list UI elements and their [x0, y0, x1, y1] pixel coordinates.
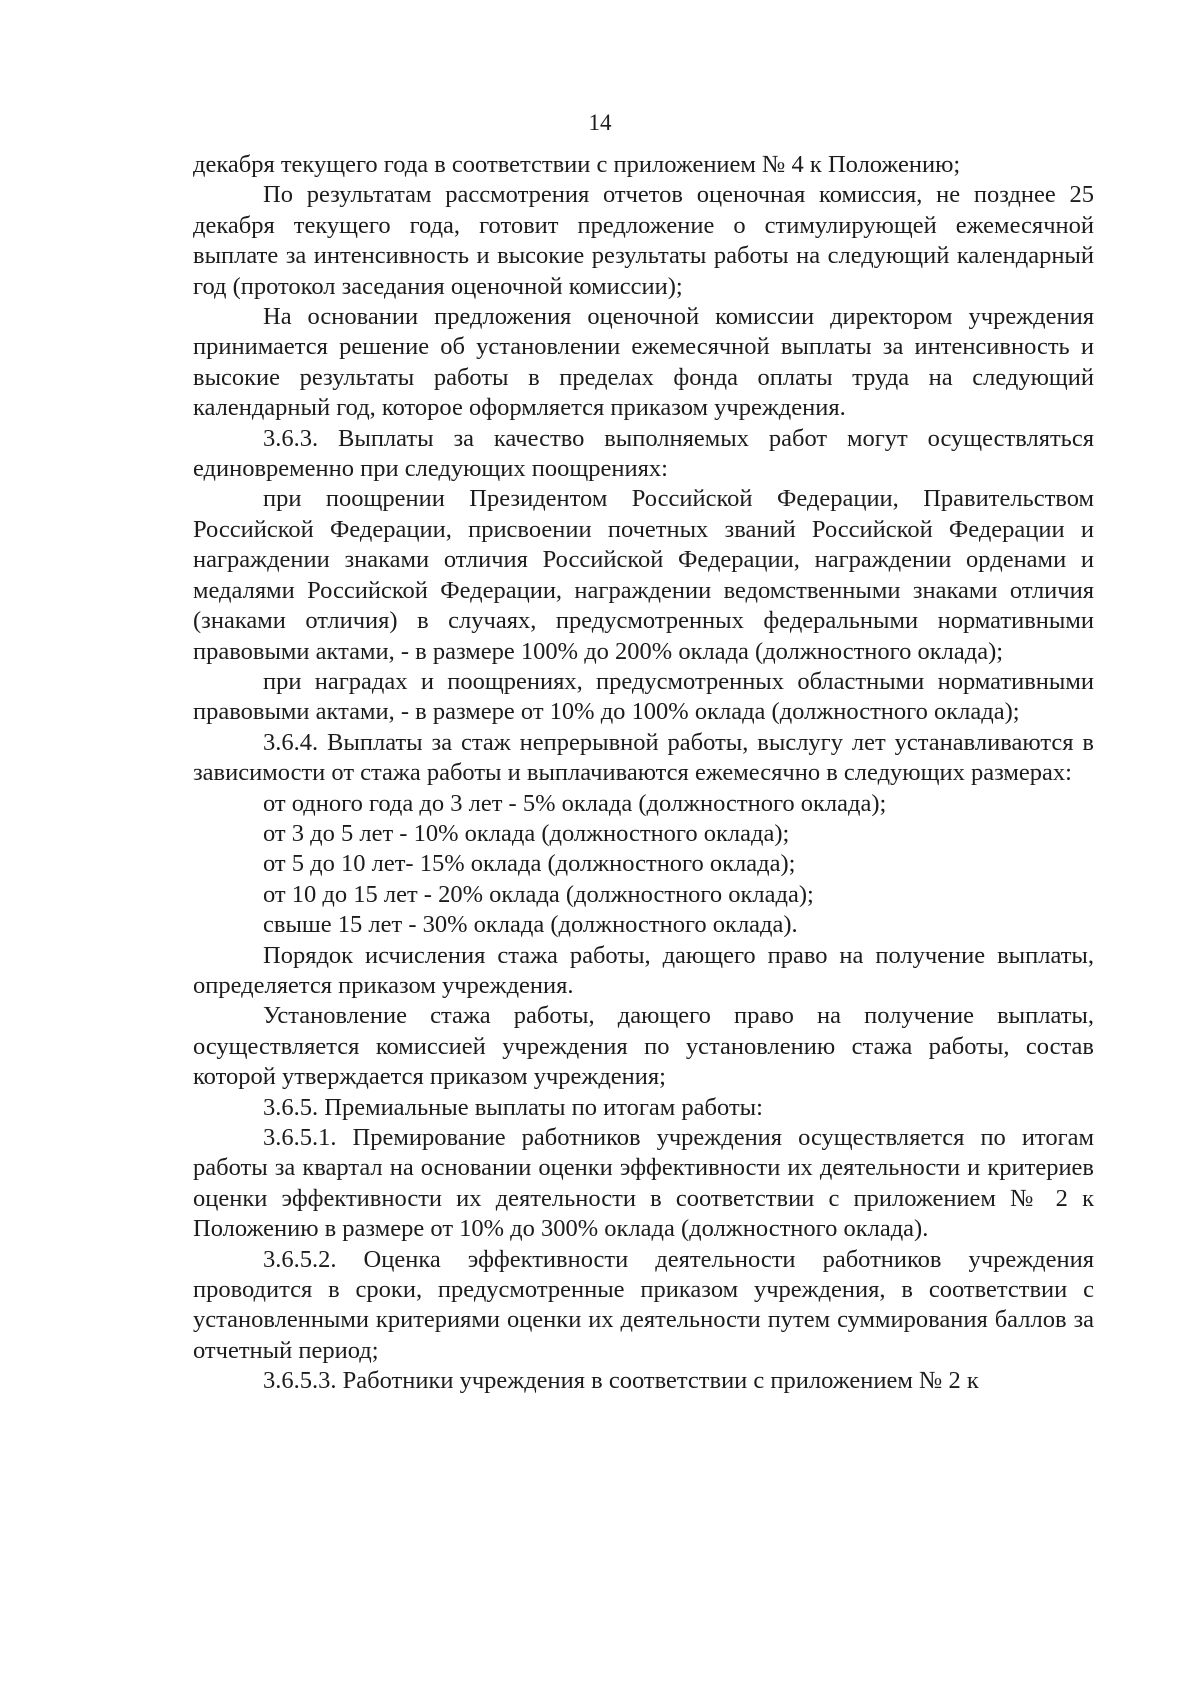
- paragraph-3-6-3: 3.6.3. Выплаты за качество выполняемых работ могут осуществляться единовременно при следующих поощрениях:: [193, 424, 1094, 483]
- paragraph-director-decision: На основании предложения оценочной комиссии директором учреждения принимается решение об установлении ежемесячной выплаты за интенсивность и высокие результаты работы в пределах фонда оплаты труда на следующий календарный год, которое оформляется приказом учреждения.: [193, 303, 1094, 422]
- list-item-seniority: от 10 до 15 лет - 20% оклада (должностного оклада);: [263, 880, 814, 908]
- paragraph-federal-awards: при поощрении Президентом Российской Федерации, Правительством Российской Федерации, присвоении почетных званий Российской Федерации и награждении знаками отличия Российской Федерации, награждении орденами и медалями Российской Федерации, награждении ведомственными знаками отличия (знаками отличия) в случаях, предусмотренных федеральными нормативными правовыми актами, - в размере 100% до 200% оклада (должностного оклада);: [193, 485, 1094, 665]
- paragraph-commission-results: По результатам рассмотрения отчетов оценочная комиссия, не позднее 25 декабря текущего года, готовит предложение о стимулирующей ежемесячной выплате за интенсивность и высокие результаты работы на следующий календарный год (протокол заседания оценочной комиссии);: [193, 181, 1094, 300]
- list-item-seniority: от 5 до 10 лет- 15% оклада (должностного оклада);: [263, 850, 796, 878]
- paragraph-3-6-5-1: 3.6.5.1. Премирование работников учреждения осуществляется по итогам работы за квартал на основании оценки эффективности их деятельности и критериев оценки эффективности их деятельности в соответствии с приложением № 2 к Положению в размере от 10% до 300% оклада (должностного оклада).: [193, 1124, 1094, 1243]
- paragraph-3-6-5-3: 3.6.5.3. Работники учреждения в соответствии с приложением № 2 к: [263, 1367, 979, 1395]
- paragraph-3-6-5: 3.6.5. Премиальные выплаты по итогам работы:: [263, 1093, 763, 1121]
- list-item-seniority: от 3 до 5 лет - 10% оклада (должностного оклада);: [263, 819, 790, 847]
- list-item-seniority: от одного года до 3 лет - 5% оклада (должностного оклада);: [263, 789, 887, 817]
- page-number: 14: [588, 110, 612, 135]
- paragraph-3-6-5-2: 3.6.5.2. Оценка эффективности деятельности работников учреждения проводится в сроки, предусмотренные приказом учреждения, в соответствии с установленными критериями оценки их деятельности путем суммирования баллов за отчетный период;: [193, 1245, 1094, 1364]
- list-item-seniority: свыше 15 лет - 30% оклада (должностного оклада).: [263, 911, 798, 939]
- document-body: [193, 150, 1094, 1397]
- paragraph-3-6-4: 3.6.4. Выплаты за стаж непрерывной работы, выслугу лет устанавливаются в зависимости от стажа работы и выплачиваются ежемесячно в следующих размерах:: [193, 728, 1094, 787]
- paragraph-seniority-order: Порядок исчисления стажа работы, дающего право на получение выплаты, определяется приказом учреждения.: [193, 941, 1094, 999]
- paragraph-regional-awards: при наградах и поощрениях, предусмотренных областными нормативными правовыми актами, - в размере от 10% до 100% оклада (должностного оклада);: [193, 667, 1094, 726]
- paragraph-continuation: декабря текущего года в соответствии с приложением № 4 к Положению;: [193, 151, 961, 178]
- paragraph-seniority-commission: Установление стажа работы, дающего право на получение выплаты, осуществляется комиссией учреждения по установлению стажа работы, состав которой утверждается приказом учреждения;: [193, 1002, 1094, 1091]
